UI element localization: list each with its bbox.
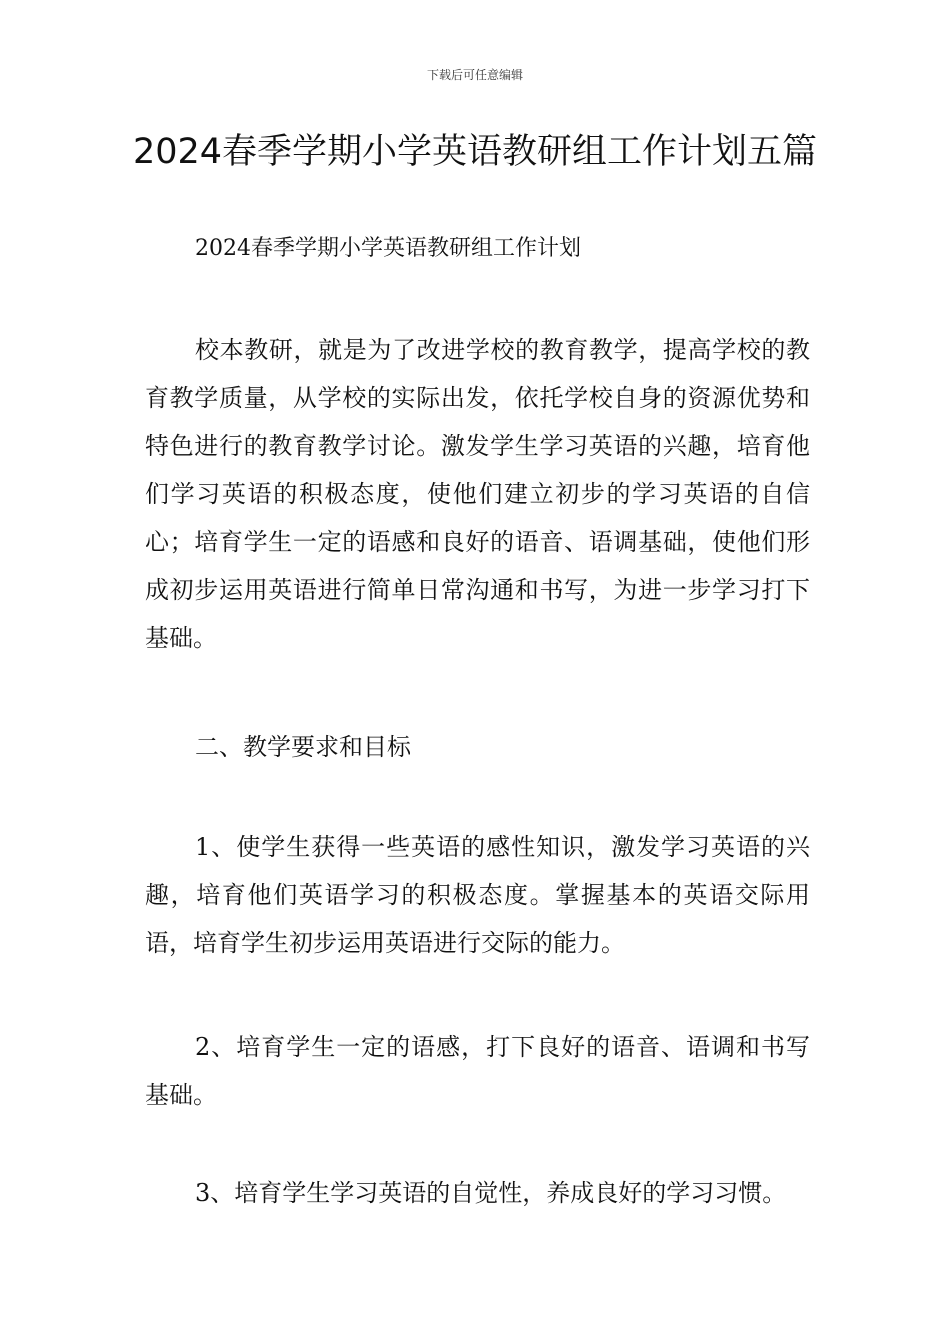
intro-paragraph: 校本教研，就是为了改进学校的教育教学，提高学校的教育教学质量，从学校的实际出发，依托学校自身的资源优势和特色进行的教育教学讨论。激发学生学习英语的兴趣，培育他们学习英语的积极态度，使他们建立初步的学习英语的自信心；培育学生一定的语感和良好的语音、语调基础，使他们形成初步运用英语进行简单日常沟通和书写，为进一步学习打下基础。 <box>145 336 810 652</box>
section-heading: 二、教学要求和目标 <box>195 733 411 761</box>
document-title: 2024春季学期小学英语教研组工作计划五篇 <box>132 132 818 172</box>
document-subtitle: 2024春季学期小学英语教研组工作计划 <box>195 236 581 261</box>
goal-item-3: 3、培育学生学习英语的自觉性，养成良好的学习习惯。 <box>195 1179 787 1207</box>
goal-item-1: 1、使学生获得一些英语的感性知识，激发学习英语的兴趣，培育他们英语学习的积极态度。掌握基本的英语交际用语，培育学生初步运用英语进行交际的能力。 <box>145 833 810 957</box>
header-note: 下载后可任意编辑 <box>426 68 523 82</box>
goal-item-2: 2、培育学生一定的语感，打下良好的语音、语调和书写基础。 <box>145 1033 810 1109</box>
